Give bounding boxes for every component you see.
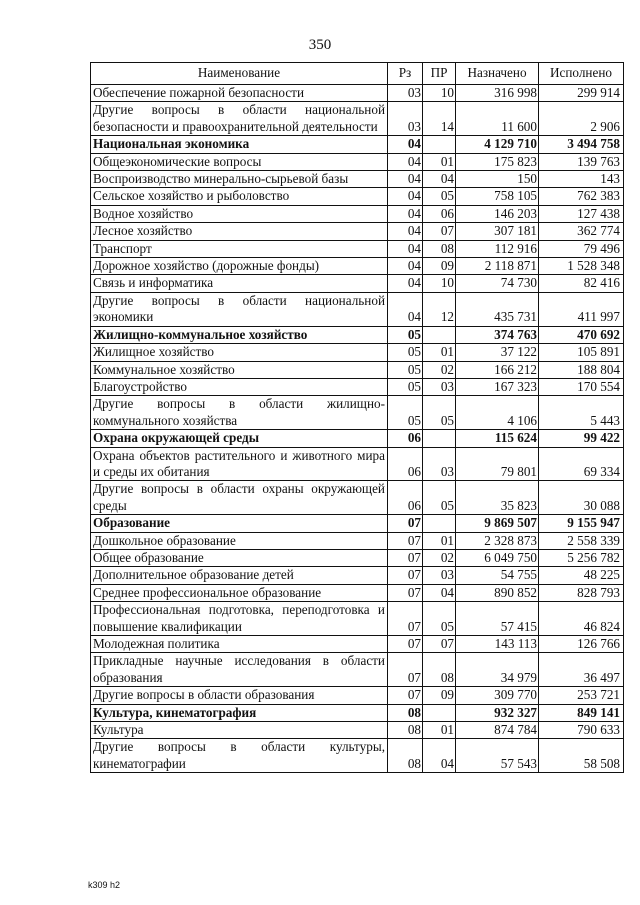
cell-pr: 09 — [423, 258, 456, 275]
cell-ispolneno: 127 438 — [539, 205, 624, 222]
cell-ispolneno: 2 558 339 — [539, 532, 624, 549]
cell-naznacheno: 35 823 — [456, 481, 539, 515]
cell-ispolneno: 170 554 — [539, 378, 624, 395]
cell-name: Общее образование — [91, 549, 388, 566]
section-row — [91, 430, 624, 447]
cell-name: Другие вопросы в области культуры, кинематографии — [91, 739, 388, 773]
cell-pr: 05 — [423, 602, 456, 636]
cell-naznacheno: 6 049 750 — [456, 549, 539, 566]
cell-rz: 03 — [388, 102, 423, 136]
cell-rz: 04 — [388, 292, 423, 326]
cell-name: Прикладные научные исследования в области образования — [91, 653, 388, 687]
cell-name: Общеэкономические вопросы — [91, 153, 388, 170]
table-row — [91, 361, 624, 378]
cell-pr: 10 — [423, 275, 456, 292]
table-row — [91, 344, 624, 361]
cell-name: Воспроизводство минерально-сырьевой базы — [91, 171, 388, 188]
table-row — [91, 532, 624, 549]
cell-name: Другие вопросы в области национальной экономики — [91, 292, 388, 326]
cell-rz: 04 — [388, 188, 423, 205]
cell-naznacheno: 11 600 — [456, 102, 539, 136]
cell-pr: 05 — [423, 188, 456, 205]
table-row — [91, 292, 624, 326]
cell-pr — [423, 326, 456, 343]
cell-rz: 08 — [388, 739, 423, 773]
cell-ispolneno: 126 766 — [539, 636, 624, 653]
cell-name: Коммунальное хозяйство — [91, 361, 388, 378]
cell-pr — [423, 704, 456, 721]
cell-ispolneno: 253 721 — [539, 687, 624, 704]
cell-naznacheno: 175 823 — [456, 153, 539, 170]
cell-name: Сельское хозяйство и рыболовство — [91, 188, 388, 205]
cell-ispolneno: 790 633 — [539, 722, 624, 739]
cell-name: Дорожное хозяйство (дорожные фонды) — [91, 258, 388, 275]
cell-rz: 07 — [388, 602, 423, 636]
cell-naznacheno: 146 203 — [456, 205, 539, 222]
cell-name: Другие вопросы в области национальной безопасности и правоохранительной деятельности — [91, 102, 388, 136]
cell-ispolneno: 9 155 947 — [539, 515, 624, 532]
cell-pr: 03 — [423, 447, 456, 481]
cell-naznacheno: 57 415 — [456, 602, 539, 636]
cell-name: Образование — [91, 515, 388, 532]
table-row — [91, 223, 624, 240]
cell-naznacheno: 143 113 — [456, 636, 539, 653]
cell-ispolneno: 46 824 — [539, 602, 624, 636]
section-row — [91, 136, 624, 153]
footer-code: k309 h2 — [88, 880, 121, 890]
cell-rz: 03 — [388, 85, 423, 102]
cell-pr: 06 — [423, 205, 456, 222]
cell-name: Культура — [91, 722, 388, 739]
cell-name: Другие вопросы в области охраны окружающей среды — [91, 481, 388, 515]
cell-naznacheno: 115 624 — [456, 430, 539, 447]
header-ispolneno: Исполнено — [539, 63, 624, 85]
table-row — [91, 722, 624, 739]
table-row — [91, 687, 624, 704]
cell-rz: 07 — [388, 515, 423, 532]
cell-naznacheno: 112 916 — [456, 240, 539, 257]
header-name: Наименование — [91, 63, 388, 85]
cell-pr: 02 — [423, 549, 456, 566]
cell-pr: 14 — [423, 102, 456, 136]
table-row — [91, 481, 624, 515]
cell-name: Профессиональная подготовка, переподготовка и повышение квалификации — [91, 602, 388, 636]
cell-pr: 01 — [423, 722, 456, 739]
cell-naznacheno: 4 106 — [456, 396, 539, 430]
cell-ispolneno: 5 443 — [539, 396, 624, 430]
cell-name: Связь и информатика — [91, 275, 388, 292]
cell-rz: 07 — [388, 636, 423, 653]
cell-name: Обеспечение пожарной безопасности — [91, 85, 388, 102]
table-row — [91, 739, 624, 773]
cell-naznacheno: 37 122 — [456, 344, 539, 361]
cell-name: Лесное хозяйство — [91, 223, 388, 240]
cell-ispolneno: 1 528 348 — [539, 258, 624, 275]
cell-name: Молодежная политика — [91, 636, 388, 653]
cell-rz: 04 — [388, 205, 423, 222]
cell-naznacheno: 79 801 — [456, 447, 539, 481]
cell-naznacheno: 74 730 — [456, 275, 539, 292]
section-row — [91, 326, 624, 343]
table-row — [91, 171, 624, 188]
cell-ispolneno: 2 906 — [539, 102, 624, 136]
cell-ispolneno: 99 422 — [539, 430, 624, 447]
cell-rz: 06 — [388, 430, 423, 447]
cell-naznacheno: 2 118 871 — [456, 258, 539, 275]
cell-rz: 07 — [388, 584, 423, 601]
cell-name: Благоустройство — [91, 378, 388, 395]
table-row — [91, 378, 624, 395]
cell-name: Охрана окружающей среды — [91, 430, 388, 447]
cell-pr — [423, 515, 456, 532]
cell-ispolneno: 105 891 — [539, 344, 624, 361]
table-row — [91, 447, 624, 481]
cell-pr: 01 — [423, 153, 456, 170]
cell-rz: 05 — [388, 326, 423, 343]
cell-pr: 05 — [423, 396, 456, 430]
cell-pr: 04 — [423, 584, 456, 601]
cell-rz: 04 — [388, 223, 423, 240]
cell-pr: 10 — [423, 85, 456, 102]
table-row — [91, 188, 624, 205]
cell-ispolneno: 411 997 — [539, 292, 624, 326]
table-row — [91, 205, 624, 222]
cell-pr: 07 — [423, 636, 456, 653]
cell-naznacheno: 374 763 — [456, 326, 539, 343]
cell-naznacheno: 9 869 507 — [456, 515, 539, 532]
table-header-row — [91, 63, 624, 85]
cell-naznacheno: 316 998 — [456, 85, 539, 102]
header-pr: ПР — [423, 63, 456, 85]
cell-naznacheno: 54 755 — [456, 567, 539, 584]
cell-pr: 12 — [423, 292, 456, 326]
cell-ispolneno: 5 256 782 — [539, 549, 624, 566]
cell-ispolneno: 30 088 — [539, 481, 624, 515]
table-row — [91, 153, 624, 170]
cell-naznacheno: 932 327 — [456, 704, 539, 721]
cell-rz: 04 — [388, 258, 423, 275]
cell-name: Среднее профессиональное образование — [91, 584, 388, 601]
cell-rz: 08 — [388, 704, 423, 721]
table-row — [91, 102, 624, 136]
cell-naznacheno: 4 129 710 — [456, 136, 539, 153]
table-row — [91, 258, 624, 275]
cell-ispolneno: 188 804 — [539, 361, 624, 378]
cell-ispolneno: 362 774 — [539, 223, 624, 240]
cell-pr: 07 — [423, 223, 456, 240]
cell-rz: 04 — [388, 275, 423, 292]
cell-pr: 08 — [423, 653, 456, 687]
cell-rz: 07 — [388, 549, 423, 566]
header-naznacheno: Назначено — [456, 63, 539, 85]
cell-rz: 06 — [388, 447, 423, 481]
cell-rz: 04 — [388, 171, 423, 188]
cell-rz: 06 — [388, 481, 423, 515]
cell-name: Транспорт — [91, 240, 388, 257]
cell-name: Водное хозяйство — [91, 205, 388, 222]
cell-pr: 04 — [423, 171, 456, 188]
cell-rz: 04 — [388, 153, 423, 170]
cell-pr: 05 — [423, 481, 456, 515]
cell-ispolneno: 36 497 — [539, 653, 624, 687]
cell-ispolneno: 3 494 758 — [539, 136, 624, 153]
cell-naznacheno: 166 212 — [456, 361, 539, 378]
cell-name: Другие вопросы в области образования — [91, 687, 388, 704]
cell-name: Национальная экономика — [91, 136, 388, 153]
table-row — [91, 240, 624, 257]
cell-name: Дошкольное образование — [91, 532, 388, 549]
cell-name: Охрана объектов растительного и животного мира и среды их обитания — [91, 447, 388, 481]
table-row — [91, 396, 624, 430]
cell-name: Другие вопросы в области жилищно-коммунального хозяйства — [91, 396, 388, 430]
cell-rz: 05 — [388, 378, 423, 395]
cell-rz: 07 — [388, 687, 423, 704]
cell-ispolneno: 849 141 — [539, 704, 624, 721]
cell-ispolneno: 143 — [539, 171, 624, 188]
cell-pr — [423, 136, 456, 153]
cell-pr: 01 — [423, 344, 456, 361]
cell-ispolneno: 470 692 — [539, 326, 624, 343]
cell-rz: 05 — [388, 361, 423, 378]
section-row — [91, 704, 624, 721]
cell-naznacheno: 57 543 — [456, 739, 539, 773]
cell-name: Жилищно-коммунальное хозяйство — [91, 326, 388, 343]
table-row — [91, 584, 624, 601]
table-row — [91, 85, 624, 102]
cell-rz: 07 — [388, 653, 423, 687]
cell-ispolneno: 48 225 — [539, 567, 624, 584]
cell-naznacheno: 309 770 — [456, 687, 539, 704]
cell-name: Жилищное хозяйство — [91, 344, 388, 361]
cell-naznacheno: 758 105 — [456, 188, 539, 205]
cell-ispolneno: 79 496 — [539, 240, 624, 257]
table-row — [91, 653, 624, 687]
cell-rz: 04 — [388, 136, 423, 153]
cell-ispolneno: 762 383 — [539, 188, 624, 205]
section-row — [91, 515, 624, 532]
cell-ispolneno: 69 334 — [539, 447, 624, 481]
cell-ispolneno: 139 763 — [539, 153, 624, 170]
budget-table — [90, 62, 624, 773]
cell-rz: 07 — [388, 532, 423, 549]
cell-naznacheno: 435 731 — [456, 292, 539, 326]
cell-pr: 04 — [423, 739, 456, 773]
cell-pr — [423, 430, 456, 447]
cell-ispolneno: 299 914 — [539, 85, 624, 102]
cell-rz: 05 — [388, 344, 423, 361]
cell-ispolneno: 82 416 — [539, 275, 624, 292]
table-row — [91, 275, 624, 292]
table-row — [91, 636, 624, 653]
table-body — [91, 85, 624, 773]
cell-rz: 08 — [388, 722, 423, 739]
cell-pr: 09 — [423, 687, 456, 704]
cell-rz: 07 — [388, 567, 423, 584]
cell-naznacheno: 307 181 — [456, 223, 539, 240]
cell-rz: 05 — [388, 396, 423, 430]
cell-naznacheno: 34 979 — [456, 653, 539, 687]
cell-pr: 03 — [423, 378, 456, 395]
page-number: 350 — [308, 37, 332, 53]
table-row — [91, 549, 624, 566]
header-rz: Рз — [388, 63, 423, 85]
cell-pr: 03 — [423, 567, 456, 584]
cell-rz: 04 — [388, 240, 423, 257]
cell-naznacheno: 167 323 — [456, 378, 539, 395]
table-row — [91, 567, 624, 584]
cell-naznacheno: 150 — [456, 171, 539, 188]
cell-name: Культура, кинематография — [91, 704, 388, 721]
table-row — [91, 602, 624, 636]
cell-ispolneno: 58 508 — [539, 739, 624, 773]
cell-name: Дополнительное образование детей — [91, 567, 388, 584]
cell-pr: 08 — [423, 240, 456, 257]
cell-pr: 02 — [423, 361, 456, 378]
cell-naznacheno: 2 328 873 — [456, 532, 539, 549]
cell-pr: 01 — [423, 532, 456, 549]
cell-ispolneno: 828 793 — [539, 584, 624, 601]
cell-naznacheno: 890 852 — [456, 584, 539, 601]
cell-naznacheno: 874 784 — [456, 722, 539, 739]
